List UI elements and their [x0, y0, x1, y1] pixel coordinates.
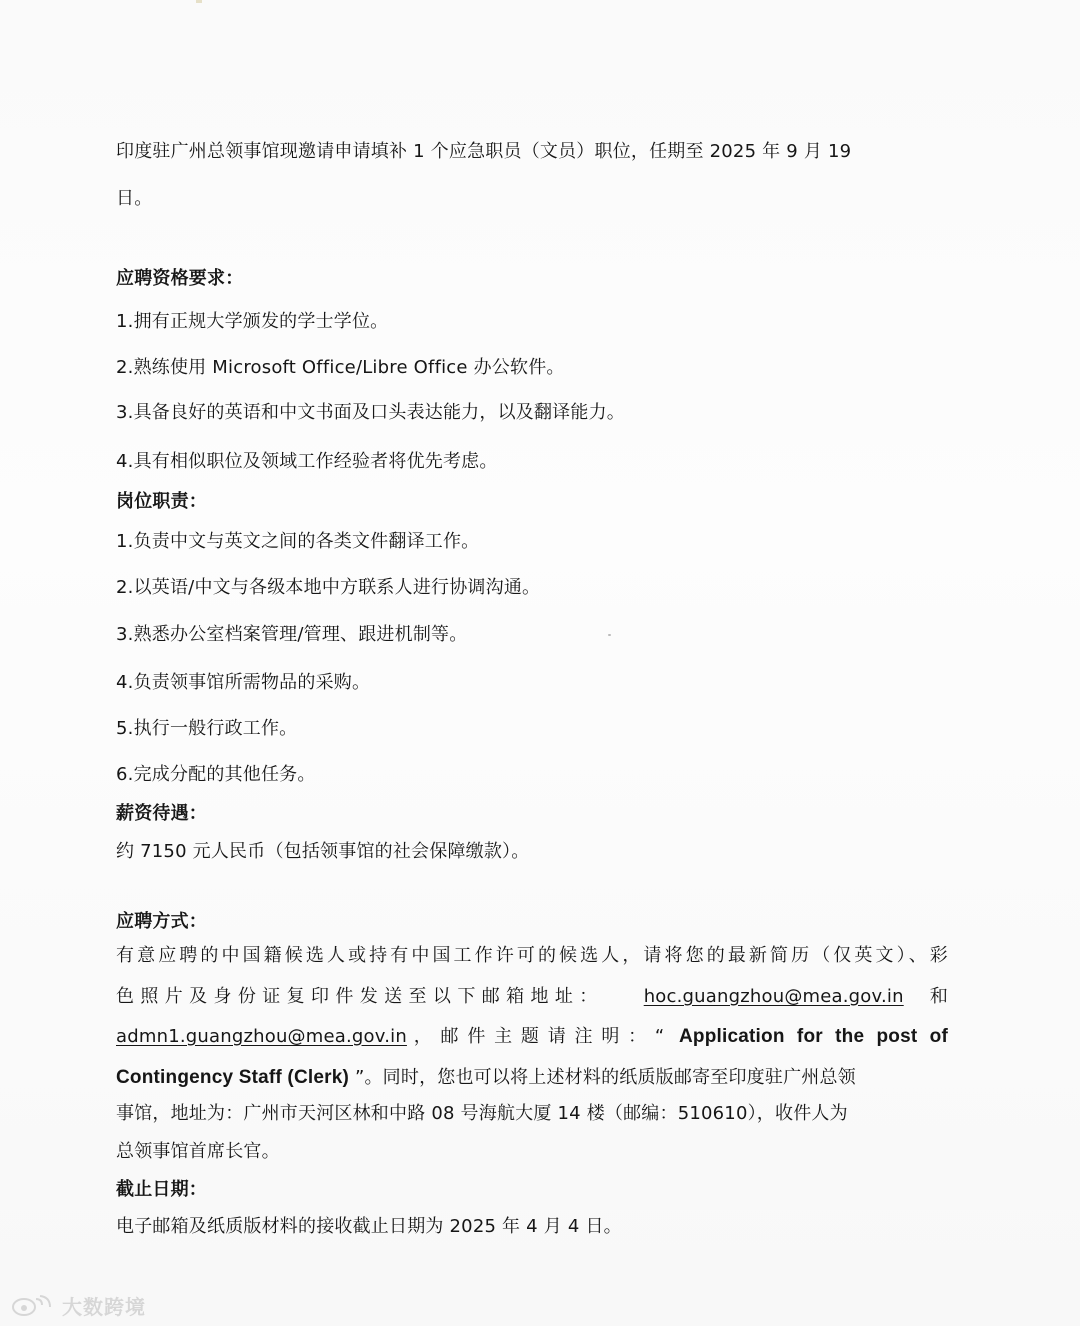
- subject-instruction: ，邮件主题请注明：“: [406, 1026, 667, 1047]
- duty-item-5: 5.执行一般行政工作。: [116, 718, 298, 739]
- duty-item-2: 2.以英语/中文与各级本地中方联系人进行协调沟通。: [116, 577, 541, 598]
- requirement-item-4: 4.具有相似职位及领域工作经验者将优先考虑。: [116, 451, 498, 472]
- scan-artifact: [196, 0, 202, 3]
- duty-item-3: 3.熟悉办公室档案管理/管理、跟进机制等。: [116, 624, 468, 645]
- email-link-admn[interactable]: admn1.guangzhou@mea.gov.in: [116, 1026, 407, 1047]
- application-line-6: 总领事馆首席长官。: [116, 1141, 280, 1162]
- duty-item-4: 4.负责领事馆所需物品的采购。: [116, 672, 371, 693]
- deadline-text: 电子邮箱及纸质版材料的接收截止日期为 2025 年 4 月 4 日。: [116, 1216, 622, 1237]
- mail-instruction: ”。同时，您也可以将上述材料的纸质版邮寄至印度驻广州总领: [354, 1067, 856, 1088]
- watermark-text: 大数跨境: [62, 1294, 146, 1319]
- salary-text: 约 7150 元人民币（包括领事馆的社会保障缴款）。: [116, 841, 530, 862]
- email-link-hoc[interactable]: hoc.guangzhou@mea.gov.in: [643, 986, 904, 1007]
- requirement-item-1: 1.拥有正规大学颁发的学士学位。: [116, 311, 389, 332]
- application-line-3: [116, 1025, 948, 1049]
- application-line-5: 事馆，地址为：广州市天河区林和中路 08 号海航大厦 14 楼（邮编：510610），收件人为: [116, 1103, 848, 1124]
- application-heading: 应聘方式：: [116, 911, 207, 932]
- application-line-1: 有意应聘的中国籍候选人或持有中国工作许可的候选人，请将您的最新简历（仅英文）、彩: [116, 945, 948, 966]
- duty-item-1: 1.负责中文与英文之间的各类文件翻译工作。: [116, 531, 480, 552]
- requirement-item-3: 3.具备良好的英语和中文书面及口头表达能力，以及翻译能力。: [116, 402, 625, 423]
- subject-line-part-1: Application for the post of: [679, 1026, 949, 1047]
- duty-item-6: 6.完成分配的其他任务。: [116, 764, 316, 785]
- scan-speck: [608, 634, 611, 636]
- deadline-heading: 截止日期：: [116, 1179, 207, 1200]
- application-line-2: [116, 985, 948, 1009]
- intro-line-1: 印度驻广州总领事馆现邀请申请填补 1 个应急职员（文员）职位，任期至 2025 年 9 月 19: [116, 141, 852, 162]
- subject-line-part-2: Contingency Staff (Clerk): [116, 1067, 350, 1088]
- salary-heading: 薪资待遇：: [116, 803, 207, 824]
- application-line-4: [116, 1066, 856, 1090]
- application-line-2-text: 色照片及身份证复印件发送至以下邮箱地址：: [116, 986, 604, 1007]
- intro-line-2: 日。: [116, 188, 153, 209]
- requirements-heading: 应聘资格要求：: [116, 268, 244, 289]
- duties-heading: 岗位职责：: [116, 491, 207, 512]
- requirement-item-2: 2.熟练使用 Microsoft Office/Libre Office 办公软件。: [116, 357, 565, 378]
- conjunction-and: 和: [929, 986, 949, 1007]
- watermark: [10, 1290, 146, 1320]
- weibo-style-logo-icon: [10, 1293, 56, 1317]
